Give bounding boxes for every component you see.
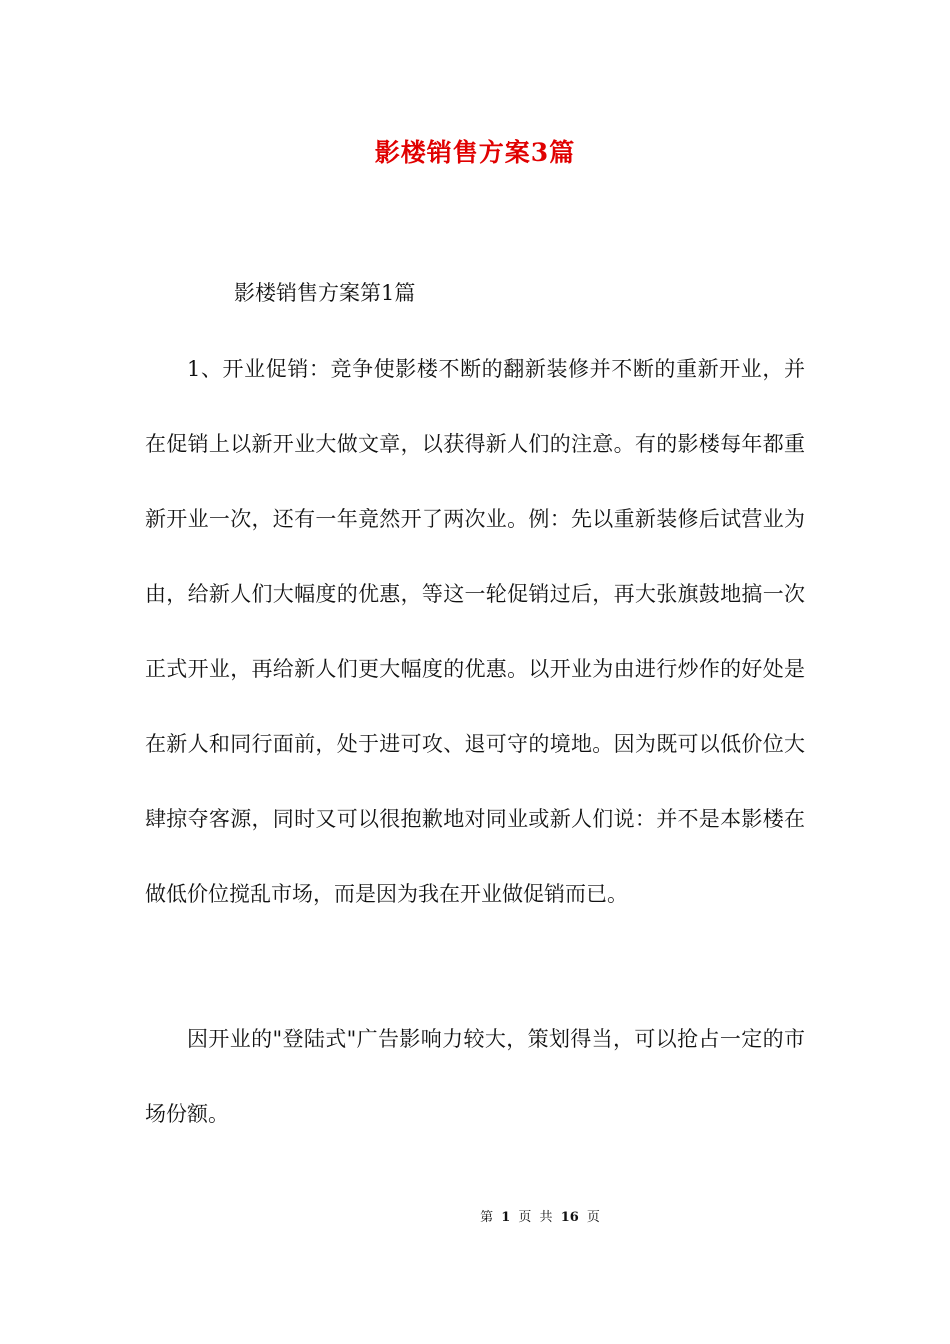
footer-suffix: 页 (586, 1210, 600, 1225)
body-paragraph-1: 1、开业促销：竞争使影楼不断的翻新装修并不断的重新开业，并在促销上以新开业大做文章，以获得新人们的注意。有的影楼每年都重新开业一次，还有一年竟然开了两次业。例：先以重新装修后试营业为由，给新人们大幅度的优惠，等这一轮促销过后，再大张旗鼓地搞一次正式开业，再给新人们更大幅度的优惠。以开业为由进行炒作的好处是在新人和同行面前，处于进可攻、退可守的境地。因为既可以低价位大肆掠夺客源，同时又可以很抱歉地对同业或新人们说：并不是本影楼在做低价位搅乱市场，而是因为我在开业做促销而已。 (145, 357, 805, 906)
footer-current-page: 1 (501, 1210, 511, 1225)
footer-middle: 页 共 (518, 1210, 553, 1225)
footer-prefix: 第 (480, 1210, 494, 1225)
page-footer (0, 1208, 950, 1228)
footer-total-pages: 16 (560, 1210, 579, 1225)
body-paragraph-2: 因开业的"登陆式"广告影响力较大，策划得当，可以抢占一定的市场份额。 (145, 1027, 805, 1126)
section-heading: 影楼销售方案第1篇 (234, 281, 416, 305)
document-title: 影楼销售方案3篇 (374, 138, 576, 167)
